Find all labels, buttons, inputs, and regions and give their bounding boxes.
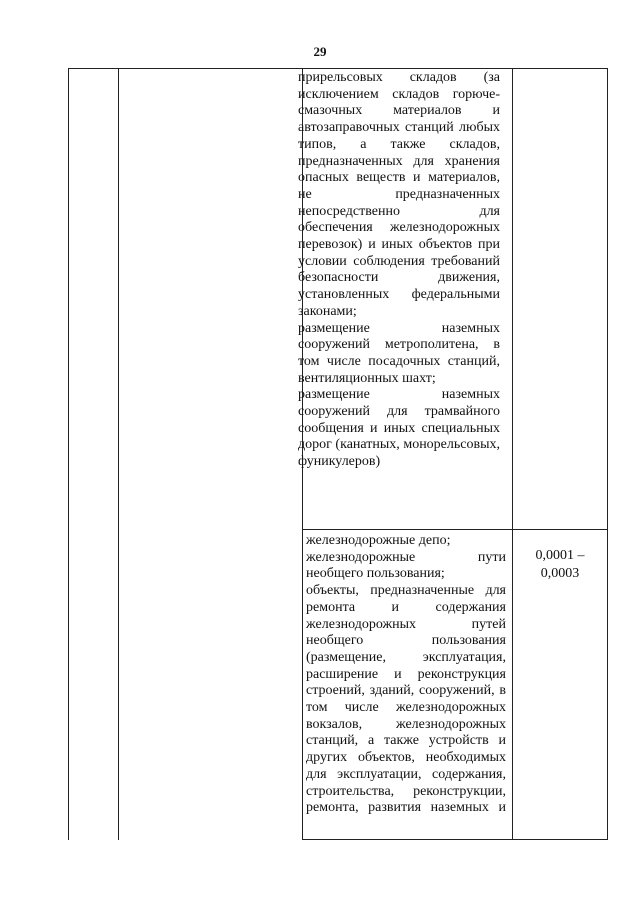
table-column-divider-1	[118, 68, 119, 840]
coefficient-value: 0,0001 – 0,0003	[535, 548, 585, 581]
row-1-text-3: размещение наземных сооружений для трамвайного сообщения и иных специальных дорог (канатных, монорельсовых, фуникулеров)	[298, 387, 500, 470]
table-row	[306, 533, 506, 817]
table-row-divider	[302, 529, 608, 530]
table-border-top	[68, 68, 608, 69]
row-2-text-1: железнодорожные депо;	[306, 533, 451, 548]
row-2-text-3: объекты, предназначенные для ремонта и содержания железнодорожных путей необщего пользования (размещение, эксплуатация, расширение и реконструкция строений, зданий, сооружений, в том числе железнодорожных вокзалов, железнодорожных станций, а также устройств и других объектов, необходимых для эксплуатации, содержания, строительства, реконструкции, ремонта, развития наземных и	[306, 583, 506, 816]
row-1-text-1: прирельсовых складов (за исключением складов горюче-смазочных материалов и автозаправочных станций любых типов, а также складов, предназначенных для хранения опасных веществ и материалов, не предназначенных непосредственно для обеспечения железнодорожных перевозок) и иных объектов при условии соблюдения требований безопасности движения, установленных федеральными законами;	[298, 70, 500, 319]
table	[68, 68, 608, 840]
row-1-text-2: размещение наземных сооружений метрополитена, в том числе посадочных станций, вентиляционных шахт;	[298, 320, 500, 386]
row-2-text-2: железнодорожные пути необщего пользования;	[306, 549, 506, 582]
table-border-right	[607, 68, 608, 840]
page-number: 29	[313, 44, 327, 59]
table-column-divider-3	[512, 68, 513, 840]
table-row	[298, 70, 500, 471]
table-row-bottom	[302, 839, 608, 840]
table-border-left	[68, 68, 69, 840]
